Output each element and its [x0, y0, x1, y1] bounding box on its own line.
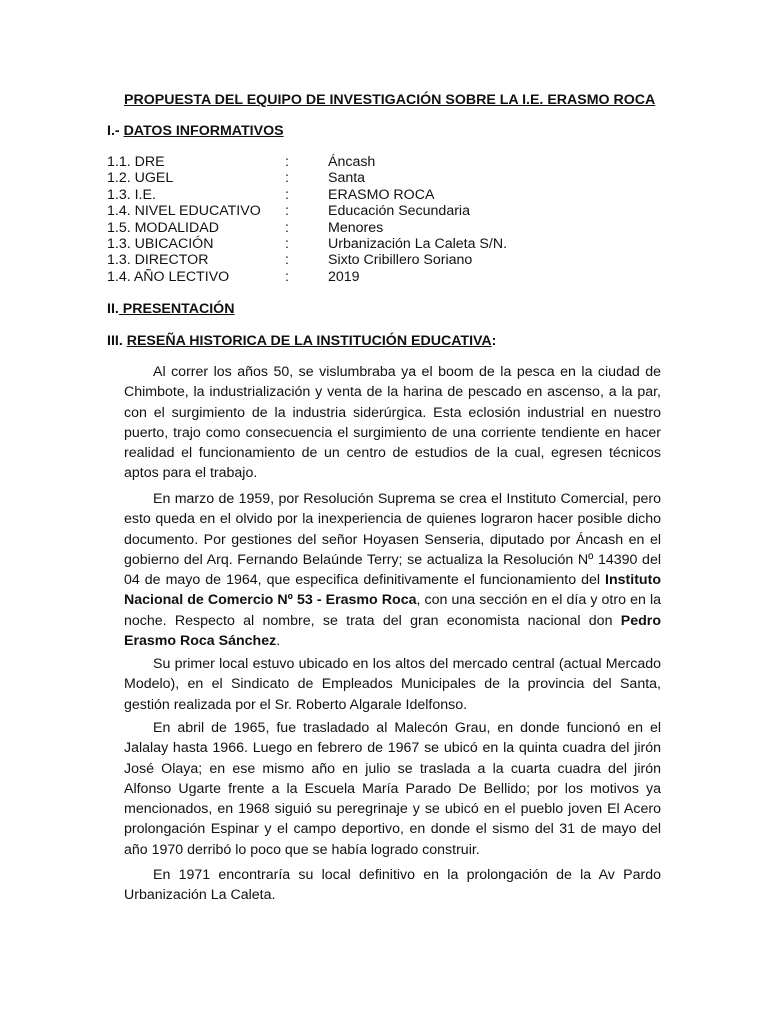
paragraph-segment: En marzo de 1959, por Resolución Suprema se crea el Instituto Comercial, pero esto queda en el olvido por la inexperiencia de quienes lograron hacer posible dicho documento. Por gestiones del señor Hoyasen Senseria, diputado por Áncash en el gobierno del Arq. Fernando Belaúnde Terry; se actualiza la Resolución Nº 14390 del 04 de mayo de 1964, que especifica definitivamente el funcionamiento del — [124, 491, 661, 589]
info-separator: : — [285, 186, 289, 203]
info-separator: : — [285, 235, 289, 252]
info-value: Áncash — [328, 154, 376, 170]
info-value: Urbanización La Caleta S/N. — [328, 235, 508, 252]
paragraph-text: Su primer local estuvo ubicado en los altos del mercado central (actual Mercado Modelo), en el Sindicato de Empleados Municipales de la provincia del Santa, gestión realizada por el Sr. Roberto Algarale Idelfonso. — [124, 656, 661, 713]
info-label: 1.3. DIRECTOR — [107, 252, 209, 269]
info-label: 1.3. I.E. — [107, 186, 156, 203]
paragraph-text — [124, 489, 661, 651]
paragraph-text: En abril de 1965, fue trasladado al Malecón Grau, en donde funcionó en el Jalalay hasta 1966. Luego en febrero de 1967 se ubicó en la quinta cuadra del jirón José Olaya; en ese mismo año en julio se traslada a la cuarta cuadra del jirón Alfonso Ugarte frente a la Escuela María Parado De Bellido; por los motivos ya mencionados, en 1968 siguió su peregrinaje y se ubicó en el pueblo joven El Acero prolongación Espinar y el campo deportivo, en donde el sismo del 31 de mayo del año 1970 derribó lo poco que se había logrado construir. — [124, 720, 661, 858]
paragraph-4 — [124, 718, 661, 860]
info-separator: : — [285, 252, 289, 269]
section-heading: DATOS INFORMATIVOS — [123, 123, 284, 139]
section-datos-informativos — [107, 123, 284, 139]
institute-name: Instituto Nacional de Comercio Nº 53 - Erasmo Roca — [124, 572, 661, 609]
info-value: Sixto Cribillero Soriano — [328, 252, 473, 269]
info-label: 1.4. AÑO LECTIVO — [107, 268, 230, 285]
paragraph-text: Al correr los años 50, se vislumbraba ya el boom de la pesca en la ciudad de Chimbote, la industrialización y venta de la harina de pescado en ascenso, a la par, con el surgimiento de la industria siderúrgica. Esta eclosión industrial en nuestro puerto, trajo como consecuencia el surgimiento de una corriente tendiente en hacer realidad el funcionamiento de un centro de estudios de la cual, egresen técnicos aptos para el trabajo. — [124, 364, 661, 482]
info-value: 2019 — [328, 268, 360, 285]
info-value: Educación Secundaria — [328, 203, 470, 220]
paragraph-5 — [124, 865, 661, 906]
info-label: 1.4. NIVEL EDUCATIVO — [107, 203, 261, 220]
info-value: ERASMO ROCA — [328, 186, 435, 203]
section-heading-colon: : — [491, 333, 497, 349]
paragraph-2 — [124, 489, 661, 651]
section-resena-historica — [107, 333, 496, 349]
info-label: 1.1. DRE — [107, 154, 165, 170]
document-title: PROPUESTA DEL EQUIPO DE INVESTIGACIÓN SOBRE LA I.E. ERASMO ROCA — [124, 92, 656, 108]
info-separator: : — [285, 154, 289, 170]
paragraph-3 — [124, 654, 661, 715]
section-number: III. — [107, 333, 127, 349]
info-separator: : — [285, 170, 289, 187]
info-value: Santa — [328, 170, 366, 187]
paragraph-segment: , con una sección en el día y otro en la noche. Respecto al nombre, se trata del gran economista nacional don — [124, 592, 661, 629]
info-separator: : — [285, 268, 289, 285]
info-value: Menores — [328, 219, 384, 236]
info-label: 1.2. UGEL — [107, 170, 174, 187]
info-separator: : — [285, 219, 289, 236]
info-label: 1.5. MODALIDAD — [107, 219, 219, 236]
paragraph-1 — [124, 362, 661, 484]
section-heading: RESEÑA HISTORICA DE LA INSTITUCIÓN EDUCATIVA — [126, 333, 492, 349]
section-number: II. — [107, 301, 119, 317]
economist-name: Pedro Erasmo Roca Sánchez — [124, 612, 661, 650]
paragraph-text: En 1971 encontraría su local definitivo en la prolongación de la Av Pardo Urbanización La Caleta. — [124, 867, 661, 904]
section-heading: PRESENTACIÓN — [118, 301, 235, 317]
paragraph-segment: . — [276, 633, 281, 650]
section-presentacion — [107, 301, 234, 317]
info-label: 1.3. UBICACIÓN — [107, 235, 214, 252]
info-separator: : — [285, 203, 289, 220]
section-number: I.- — [107, 123, 124, 139]
